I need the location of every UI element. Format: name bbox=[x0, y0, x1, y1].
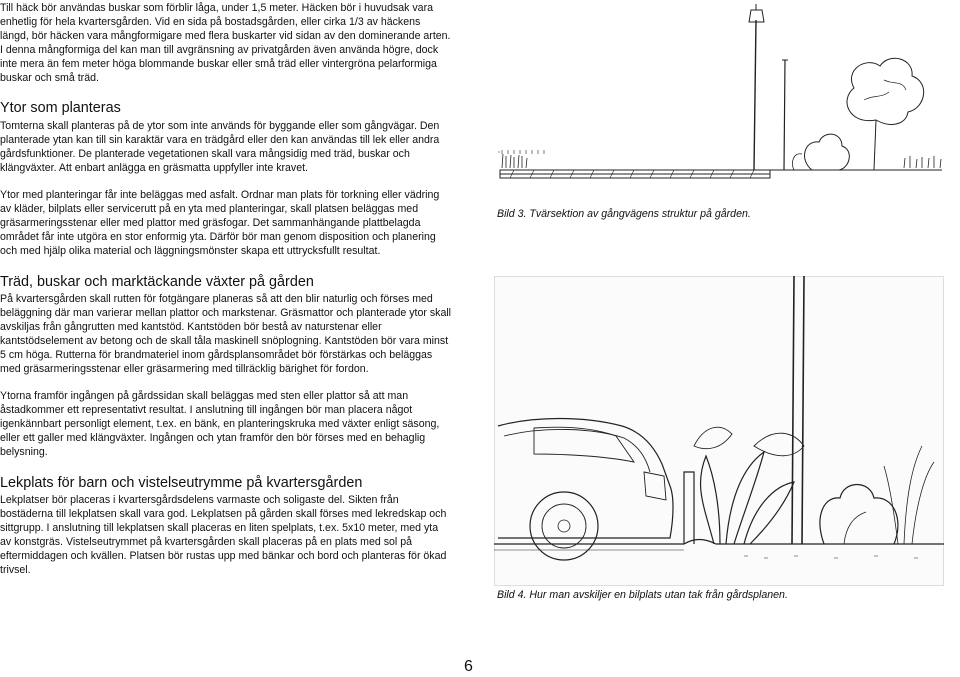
paragraph-pedestrian-route: På kvartersgården skall rutten för fotgängare planeras så att den blir naturlig och förses med beläggning där man varierar mellan plattor och markstenar. Gräsmattor och planterade ytor skall avskiljas från gångrutten med kantstöd. Kantstöden bör bestå av naturstenar eller kantstödselement av betong och de skall tåla maskinell snöplogning. Kantstöden bör vara minst 5 cm höga. Rutterna för brandmateriel inom gårdsplansområdet bör förstärkas och beläggas med gräsarmeringsstenar eller gräsarmering med tillräcklig bärighet för fordon. bbox=[0, 293, 452, 375]
left-text-column bbox=[0, 0, 452, 577]
cross-section-sketch bbox=[494, 0, 946, 200]
parking-separation-sketch bbox=[494, 276, 944, 586]
page-number: 6 bbox=[464, 658, 473, 675]
caption-bild-3: Bild 3. Tvärsektion av gångvägens struktur på gården. bbox=[497, 208, 751, 220]
paragraph-hedge: Till häck bör användas buskar som förblir låga, under 1,5 meter. Häcken bör i huvudsak vara enhetlig för hela kvartersgården. Vid en sida på bostadsgården, eller cirka 1/3 av häckens längd, bör häcken vara mångformigare med flera buskarter vid sidan av den dominerande arten. I denna mångformiga del kan man till avgränsning av privatgården även använda högre, dock inte mera än fem meter höga blommande buskar eller små träd eller vintergröna pelarformiga buskar och små träd. bbox=[0, 2, 451, 84]
heading-trees-shrubs: Träd, buskar och marktäckande växter på gården bbox=[0, 274, 314, 290]
paragraph-planted-areas: Tomterna skall planteras på de ytor som inte används för byggande eller som gångvägar. Den planterade ytan kan till sin karaktär vara en trädgård eller den kan användas till lek eller andra gårdsfunktioner. De planterade vegetationen skall vara mångsidig med träd, buskar och klängväxter. Att enbart anlägga en gräsmatta uppfyller inte kravet. bbox=[0, 120, 440, 174]
paragraph-entrance: Ytorna framför ingången på gårdssidan skall beläggas med sten eller plattor så att man åstadkommer ett representativt resultat. I anslutning till ingången bör man placera något igenkännbart personligt element, t.ex. en bänk, en planteringskruka med växter enligt säsong, eller ett galler med klängväxter. Ingången och ytan framför den bör förses med en behaglig belysning. bbox=[0, 390, 440, 458]
paragraph-playground: Lekplatser bör placeras i kvartersgårdsdelens varmaste och soligaste del. Sikten från bostäderna till lekplatsen skall vara god. Lekplatsen på gården skall förses med lekredskap och sittgrupp. I anslutning till lekplatsen skall placeras en liten spelplats, t.ex. 5x10 meter, med yta av konstgräs. Vistelseutrymmet på kvartersgården skall placeras på en plats med sol på eftermiddagen och kvällen. Platsen bör rustas upp med bänkar och bord och planteras för ökad trivsel. bbox=[0, 494, 447, 576]
figure-bild-4 bbox=[494, 276, 944, 586]
caption-bild-4: Bild 4. Hur man avskiljer en bilplats utan tak från gårdsplanen. bbox=[497, 589, 788, 601]
paragraph-asphalt: Ytor med planteringar får inte beläggas med asfalt. Ordnar man plats för torkning eller vädring av kläder, bilplats eller servicerutt på en yta med planteringar, skall platsen beläggas med gräsarmeringsstenar eller med plattor med gräsfogar. Det sammanhängande plattbelagda området får inte utgöra en stor enformig yta. Därför bör man genom disposition och planering och med hjälp olika material och läggningsmönster skapa ett uttrycksfullt resultat. bbox=[0, 189, 440, 257]
heading-playground: Lekplats för barn och vistelseutrymme på kvartersgården bbox=[0, 475, 363, 491]
figure-bild-3 bbox=[494, 0, 946, 200]
heading-planted-areas: Ytor som planteras bbox=[0, 100, 121, 116]
